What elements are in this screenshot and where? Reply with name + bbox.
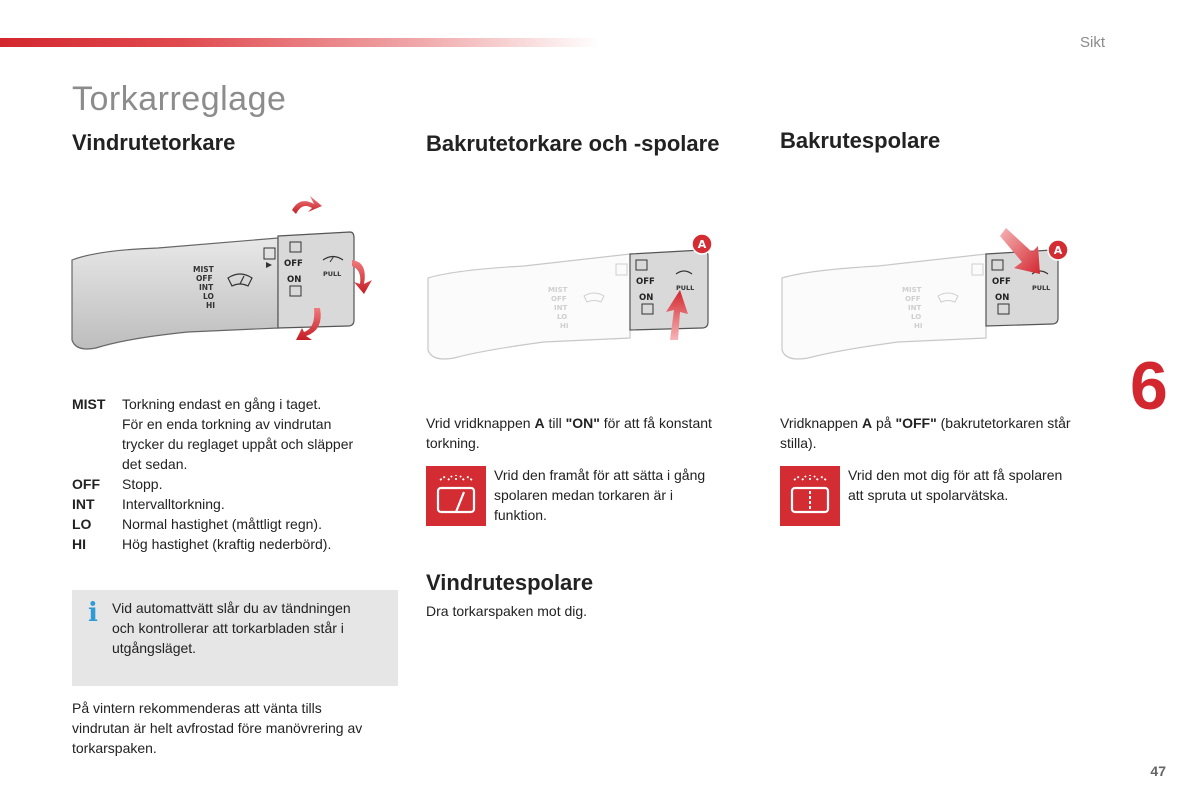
- rear-washer-stalk-illustration: [778, 222, 1078, 372]
- heading-bakrutetorkare: Bakrutetorkare och -spolare: [426, 131, 720, 156]
- lever-mist-label: MIST: [902, 286, 922, 294]
- heading-vindrutetorkare: Vindrutetorkare: [72, 130, 236, 155]
- lever-off-label: OFF: [905, 295, 921, 303]
- definition-row: För en enda torkning av vindrutan: [122, 416, 332, 432]
- arrow-up-icon: [292, 196, 322, 214]
- rear-washer-spray-instruction: Vrid den mot dig för att få spolaren att spruta ut spolarvätska.: [848, 467, 1063, 503]
- switch-off-label: OFF: [284, 259, 303, 269]
- definition-row: HI Hög hastighet (kraftig nederbörd).: [72, 536, 332, 552]
- definition-row: LO Normal hastighet (måttligt regn).: [72, 516, 322, 532]
- rear-washer-instruction: Vrid den framåt för att sätta i gång spolaren medan torkaren är i funktion.: [494, 467, 706, 523]
- heading-vindrutespolare: Vindrutespolare: [426, 570, 594, 595]
- heading-bakrutespolare: Bakrutespolare: [780, 128, 941, 153]
- rear-washer-off-instruction: Vridknappen A på "OFF" (bakrutetorkaren står stilla).: [780, 415, 1071, 451]
- switch-on-label: ON: [995, 293, 1010, 303]
- chapter-number: 6: [1130, 348, 1168, 424]
- washer-window-icon: [426, 466, 486, 526]
- definition-row: det sedan.: [122, 456, 188, 472]
- lever-int-label: INT: [199, 283, 214, 292]
- lever-pull-label: PULL: [323, 270, 342, 278]
- rear-wiper-stalk-illustration: [424, 230, 724, 375]
- lever-mist-label: MIST: [548, 286, 568, 294]
- lever-pull-label: PULL: [676, 284, 695, 292]
- position-definitions: [72, 394, 402, 554]
- lever-off-label: OFF: [196, 274, 213, 283]
- marker-a-label: A: [697, 238, 707, 251]
- definition-row: MIST Torkning endast en gång i taget.: [72, 396, 322, 412]
- lever-lo-label: LO: [557, 313, 568, 321]
- lever-hi-label: HI: [560, 322, 569, 330]
- lever-lo-label: LO: [203, 292, 214, 301]
- page-number: 47: [1150, 763, 1166, 779]
- wiper-stalk-illustration: [68, 190, 380, 365]
- definition-row: trycker du reglaget uppåt och släpper: [122, 436, 354, 452]
- lever-pull-label: PULL: [1032, 284, 1051, 292]
- lever-int-label: INT: [554, 304, 568, 312]
- winter-note: På vintern rekommenderas att vänta tills vindrutan är helt avfrostad före manövrering av torkarspaken.: [72, 700, 363, 756]
- definition-row: OFF Stopp.: [72, 476, 163, 492]
- switch-off-label: OFF: [992, 277, 1011, 287]
- rear-wiper-instruction: Vrid vridknappen A till "ON" för att få konstant torkning.: [426, 415, 712, 451]
- windscreen-washer-instruction: Dra torkarspaken mot dig.: [426, 603, 588, 619]
- lever-hi-label: HI: [914, 322, 923, 330]
- arrow-pull-icon: [352, 260, 372, 294]
- rear-washer-spray-icon: [780, 466, 840, 526]
- switch-on-label: ON: [287, 275, 302, 285]
- definition-row: INT Intervalltorkning.: [72, 496, 225, 512]
- switch-on-label: ON: [639, 293, 654, 303]
- lever-off-label: OFF: [551, 295, 567, 303]
- lever-lo-label: LO: [911, 313, 922, 321]
- info-icon: i: [88, 598, 98, 628]
- lever-hi-label: HI: [206, 301, 216, 310]
- info-text: Vid automattvätt slår du av tändningen och kontrollerar att torkarbladen står i utgångsläget.: [112, 600, 351, 656]
- page-title: Torkarreglage: [72, 80, 287, 118]
- rear-washer-spray-icon: [426, 466, 486, 526]
- header-accent-bar: [0, 38, 600, 47]
- washer-window-icon: [780, 466, 840, 526]
- marker-a-label: A: [1053, 244, 1063, 257]
- lever-mist-label: MIST: [193, 265, 214, 274]
- lever-int-label: INT: [908, 304, 922, 312]
- switch-off-label: OFF: [636, 277, 655, 287]
- section-label: Sikt: [1079, 34, 1105, 51]
